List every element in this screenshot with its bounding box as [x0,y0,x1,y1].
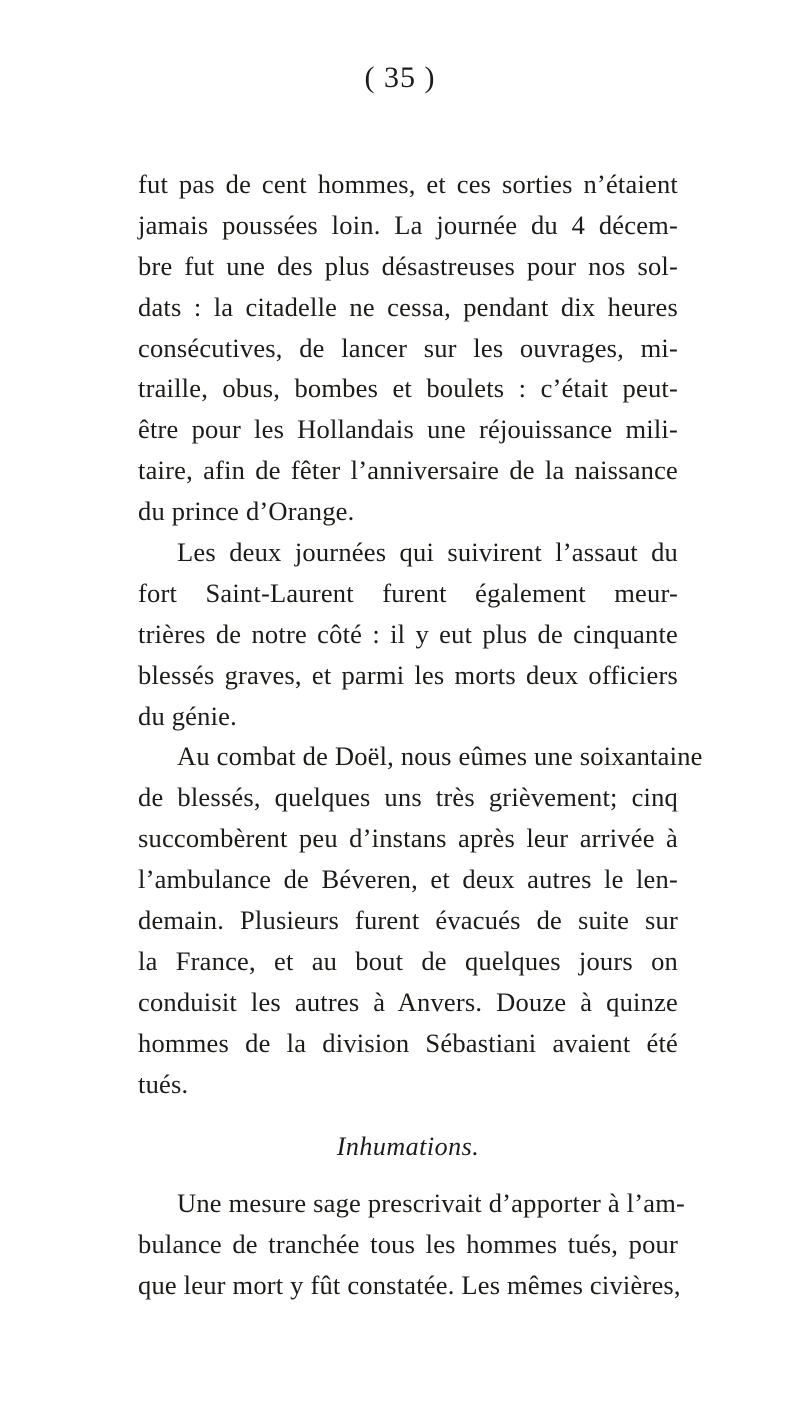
paragraph-1 [138,164,678,532]
text-line: taire, afin de fêter l’anniversaire de la naissance [138,455,678,486]
text-line: dats : la citadelle ne cessa, pendant dix heures [138,291,678,322]
text-line: trières de notre côté : il y eut plus de cinquante [138,618,678,649]
text-line: jamais poussées loin. La journée du 4 décem- [138,209,678,240]
text-line: Au combat de Doël, nous eûmes une soixantaine [177,741,703,772]
text-line: de blessés, quelques uns très grièvement; cinq [138,782,678,813]
text-line: traille, obus, bombes et boulets : c’était peut- [138,373,678,404]
text-line: fort Saint-Laurent furent également meur- [138,577,678,608]
paragraph-3 [138,736,703,1104]
text-line: demain. Plusieurs furent évacués de suite sur [138,905,678,936]
text-line: du prince d’Orange. [138,496,355,527]
text-line: conduisit les autres à Anvers. Douze à quinze [138,986,678,1017]
section-heading: Inhumations. [336,1132,480,1162]
text-line: succombèrent peu d’instans après leur arrivée à [138,823,678,854]
text-line: Une mesure sage prescrivait d’apporter à l’am- [177,1188,686,1219]
text-line: l’ambulance de Béveren, et deux autres le len- [138,864,678,895]
spacer [138,1104,678,1114]
paragraph-2 [138,532,678,736]
text-line: bre fut une des plus désastreuses pour nos sol- [138,250,678,281]
text-line: Les deux journées qui suivirent l’assaut du [177,537,678,568]
text-line: blessés graves, et parmi les morts deux officiers [138,659,678,690]
text-line: être pour les Hollandais une réjouissance mili- [138,414,678,445]
text-line: que leur mort y fût constatée. Les mêmes civières, [138,1270,681,1301]
text-line: fut pas de cent hommes, et ces sorties n’étaient [138,169,678,199]
text-line: bulance de tranchée tous les hommes tués, pour [138,1229,678,1260]
text-line: du génie. [138,700,237,731]
page-number: ( 35 ) [364,61,436,94]
text-line: tués. [138,1068,189,1099]
text-line: la France, et au bout de quelques jours on [138,945,678,976]
section-paragraph [138,1183,686,1306]
text-line: hommes de la division Sébastiani avaient été [138,1027,678,1058]
body-text [138,164,703,1306]
text-line: consécutives, de lancer sur les ouvrages, mi- [138,332,678,363]
